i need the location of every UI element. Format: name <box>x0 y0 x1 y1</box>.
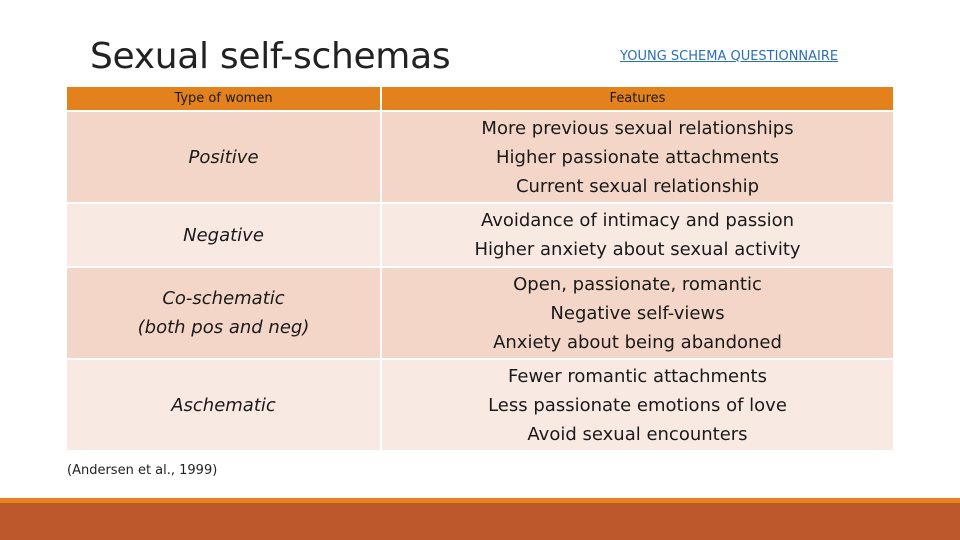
type-label: Aschematic <box>171 394 276 416</box>
table-row <box>67 112 893 202</box>
table-row <box>67 204 893 266</box>
feature-line: Less passionate emotions of love <box>488 394 787 416</box>
row-features-co-schematic <box>382 268 893 358</box>
feature-line: Fewer romantic attachments <box>508 365 767 387</box>
row-type-aschematic <box>67 360 380 450</box>
schema-table <box>65 85 895 452</box>
feature-line: Current sexual relationship <box>515 175 760 197</box>
table-row <box>67 360 893 450</box>
page-title: Sexual self-schemas <box>90 36 451 77</box>
table-header-row <box>67 87 893 110</box>
table-row <box>67 268 893 358</box>
row-features-aschematic <box>382 360 893 450</box>
footer-bar <box>0 503 960 540</box>
feature-line: Avoidance of intimacy and passion <box>480 210 795 231</box>
feature-line: Higher anxiety about sexual activity <box>474 239 801 260</box>
questionnaire-link[interactable]: YOUNG SCHEMA QUESTIONNAIRE <box>620 49 839 64</box>
row-type-positive <box>67 112 380 202</box>
feature-line: Negative self-views <box>550 302 725 324</box>
feature-line: Higher passionate attachments <box>495 146 780 168</box>
row-type-negative <box>67 204 380 266</box>
row-features-positive <box>382 112 893 202</box>
row-features-negative <box>382 204 893 266</box>
feature-line: More previous sexual relationships <box>481 117 794 139</box>
feature-line: Avoid sexual encounters <box>527 423 748 445</box>
type-label: Negative <box>183 224 264 246</box>
type-sublabel: (both pos and neg) <box>137 317 310 338</box>
type-label: Positive <box>188 146 259 168</box>
feature-line: Anxiety about being abandoned <box>493 331 782 353</box>
type-label: Co-schematic <box>162 288 285 309</box>
citation: (Andersen et al., 1999) <box>67 463 218 478</box>
header-type-of-women: Type of women <box>67 87 380 110</box>
feature-line: Open, passionate, romantic <box>513 273 762 295</box>
header-features: Features <box>382 87 893 110</box>
row-type-co-schematic <box>67 268 380 358</box>
